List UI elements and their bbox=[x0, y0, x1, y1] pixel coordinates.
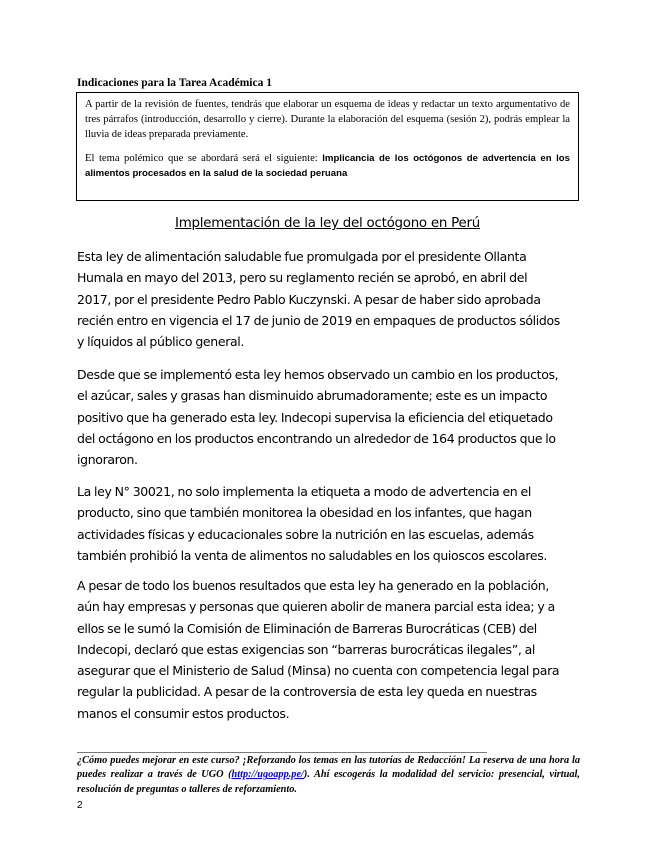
paragraph-line: aún hay empresas y personas que quieren abolir de manera parcial esta idea; y a bbox=[77, 599, 555, 615]
paragraph-line: 2017, por el presidente Pedro Pablo Kuczynski. A pesar de haber sido aprobada bbox=[77, 291, 541, 307]
paragraph-line: Indecopi, declaró que estas exigencias son “barreras burocráticas ilegales”, al bbox=[77, 641, 536, 657]
paragraph-line: asegurar que el Ministerio de Salud (Minsa) no cuenta con competencia legal para bbox=[77, 663, 560, 679]
paragraph-4 bbox=[77, 575, 582, 724]
paragraph-line: Esta ley de alimentación saludable fue promulgada por el presidente Ollanta bbox=[77, 249, 527, 264]
paragraph-line: positivo que ha generado esta ley. Indecopi supervisa la eficiencia del etiquetado bbox=[77, 409, 553, 425]
paragraph-line: regular la publicidad. A pesar de la controversia de esta ley queda en nuestras bbox=[77, 684, 537, 700]
paragraph-line: producto, sino que también monitorea la obesidad en los infantes, que hagan bbox=[77, 505, 532, 521]
paragraph-line: el azúcar, sales y grasas han disminuido abrumadoramente; este es un impacto bbox=[77, 388, 548, 404]
instructions-heading: Indicaciones para la Tarea Académica 1 bbox=[77, 77, 272, 89]
paragraph-line: manos el consumir estos productos. bbox=[77, 705, 290, 721]
paragraph-line: Desde que se implementó esta ley hemos observado un cambio en los productos, bbox=[77, 367, 559, 382]
paragraph-line: recién entro en vigencia el 17 de junio de 2019 en empaques de productos sólidos bbox=[77, 312, 560, 328]
instructions-text: A partir de la revisión de fuentes, tendrás que elaborar un esquema de ideas y redactar un texto argumentativo de tres párrafos (introducción, desarrollo y cierre). Durante la elaboración del esquema (sesión 2), podrás emplear la lluvia de ideas preparada previamente. bbox=[85, 99, 570, 140]
paragraph-line: actividades físicas y educacionales sobre la nutrición en las escuelas, además bbox=[77, 526, 534, 542]
topic-intro: El tema polémico que se abordará será el siguiente: bbox=[85, 153, 323, 164]
ugo-link[interactable]: http://ugoapp.pe/ bbox=[231, 769, 304, 781]
footnote-text-end: ). Ahí escogerás la modalidad del servicio: presencial, virtual, resolución de preguntas o talleres de reforzamiento. bbox=[77, 769, 580, 795]
paragraph-line: Humala en mayo del 2013, pero su reglamento recién se aprobó, en abril del bbox=[77, 270, 528, 286]
paragraph-3 bbox=[77, 481, 582, 566]
paragraph-2 bbox=[77, 364, 582, 470]
topic-title: Implicancia de los octógonos de advertencia en los alimentos procesados en la salud de la sociedad peruana bbox=[85, 153, 570, 179]
paragraph-line: ellos se le sumó la Comisión de Eliminación de Barreras Burocráticas (CEB) del bbox=[77, 620, 537, 636]
paragraph-1 bbox=[77, 246, 582, 352]
paragraph-line: del octágono en los productos encontrando un alrededor de 164 productos que lo bbox=[77, 430, 556, 446]
essay-title: Implementación de la ley del octógono en Perú bbox=[175, 216, 480, 231]
footnote bbox=[77, 754, 580, 797]
footnote-rule: ____________________________________________________________________________________________ bbox=[77, 743, 487, 754]
paragraph-line: ignoraron. bbox=[77, 452, 138, 468]
footnote-text: ¿Cómo puedes mejorar en este curso? ¡Reforzando los temas en las tutorías de Redacción! La reserva de una hora la puedes realizar a través de UGO ( bbox=[77, 755, 580, 781]
page-number: 2 bbox=[77, 800, 83, 811]
paragraph-line: A pesar de todo los buenos resultados que esta ley ha generado en la población, bbox=[77, 578, 549, 593]
instructions-box bbox=[76, 92, 579, 201]
paragraph-line: La ley N° 30021, no solo implementa la etiqueta a modo de advertencia en el bbox=[77, 484, 531, 499]
paragraph-line: y líquidos al público general. bbox=[77, 334, 245, 350]
topic-statement bbox=[85, 151, 570, 181]
paragraph-line: también prohibió la venta de alimentos no saludables en los quioscos escolares. bbox=[77, 547, 548, 563]
